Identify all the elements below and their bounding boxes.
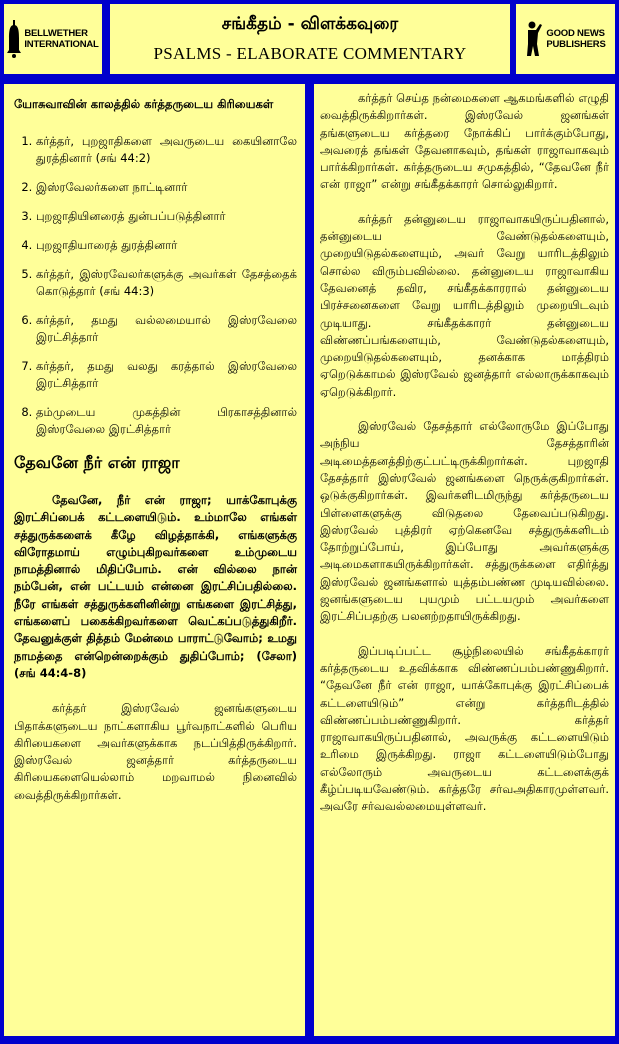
good-news-logo-line1: GOOD NEWS	[546, 28, 605, 39]
right-column	[314, 84, 615, 1036]
bell-icon	[7, 20, 21, 58]
body-paragraph: கர்த்தர் இஸ்ரவேல் ஜனங்களுடைய பிதாக்களுடைய நாட்களாகிய பூர்வநாட்களில் பெரிய கிரியைகளை அவர்களுக்காக நடப்பித்திருக்கிறார். இஸ்ரவேல் ஜனத்தார் கர்த்தருடைய கிரியைகளையெல்லாம் மறவாமல் நினைவில் வைத்திருக்கிறார்கள்.	[14, 701, 297, 802]
good-news-logo-line2: PUBLISHERS	[546, 39, 606, 50]
bellwether-logo-line2: INTERNATIONAL	[24, 39, 99, 50]
body-paragraph: இஸ்ரவேல் தேசத்தார் எல்லோருமே இப்போது அந்நிய தேசத்தாரின் அடிமைத்தனத்திற்குட்பட்டிருக்கிறார்கள். புறஜாதி தேசத்தார் இஸ்ரவேல் ஜனங்களை நெருக்குகிறார்கள். ஒடுக்குகிறார்கள். இவர்களிடமிருந்து கர்த்தருடைய பிள்ளைகளுக்கு விடுதலை தேவைப்படுகிறது. இஸ்ரவேல் புத்திரர் ஏற்கெனவே சத்துருக்களிடம் தோற்றுப்போய், இப்போது அவர்களுக்கு அடிமைகளாகயிருக்கிறார்கள். சத்துருக்களை எதிர்த்து இஸ்ரவேல் ஜனங்களால் யுத்தம்பண்ண முடியவில்லை. ஜனங்களுடைய புயமும் பட்டயமும் அவர்களை இரட்சிப்பதற்கு பலனற்றதாயிருக்கிறது.	[320, 419, 609, 624]
page-title-tamil: சங்கீதம் - விளக்கவுரை	[221, 14, 399, 34]
scripture-quote: தேவனே, நீர் என் ராஜா; யாக்கோபுக்கு இரட்சிப்பைக் கட்டளையிடும். உம்மாலே எங்கள் சத்துருக்களைக் கீழே விழத்தாக்கி, எங்களுக்கு விரோதமாய் எழும்புகிறவர்களை உம்முடைய நாமத்தினால் மிதிப்போம். என் வில்லை நான் நம்பேன், என் பட்டயம் என்னை இரட்சிப்பதில்லை. நீரே எங்கள் சத்துருக்களினின்று எங்களை இரட்சித்து, எங்களைப் பகைக்கிறவர்களை வெட்கப்படுத்துகிறீர். தேவனுக்குள் தித்தம் மேன்மை பாராட்டுவோம்; உமது நாமத்தை என்றென்றைக்கும் துதிப்போம்; (சேலா) (சங் 44:4-8)	[14, 493, 297, 680]
list-item: 2. இஸ்ரவேலர்களை நாட்டினார்	[36, 179, 297, 196]
bellwether-logo	[4, 4, 102, 74]
left-column	[4, 84, 305, 1036]
frame-header-left-divider	[102, 0, 110, 80]
good-news-logo	[516, 4, 615, 74]
page-title-english: PSALMS - ELABORATE COMMENTARY	[153, 44, 467, 63]
list-item: 4. புறஜாதியாரைத் துரத்தினார்	[36, 237, 297, 254]
section-heading-joshua-works: யோசுவாவின் காலத்தில் கர்த்தருடைய கிரியைகள்	[14, 97, 274, 111]
body-paragraph: கர்த்தர் செய்த நன்மைகளை ஆகமங்களில் எழுதி வைத்திருக்கிறார்கள். இஸ்ரவேல் ஜனங்கள் தங்களுடைய கர்த்தரை நோக்கிப் பார்க்கும்போது, அவரைத் தங்கள் தேவனாகவும், தங்கள் ராஜாவாகவும் பார்க்கிறார்கள். கர்த்தருடைய சமுகத்தில், “தேவனே நீர் என் ராஜா” என்று சங்கீதக்காரர் சொல்லுகிறார்.	[320, 91, 609, 192]
body-paragraph: இப்படிப்பட்ட சூழ்நிலையில் சங்கீதக்காரர் கர்த்தருடைய உதவிக்காக விண்ணப்பம்பண்ணுகிறார். “தேவனே நீர் என் ராஜா, யாக்கோபுக்கு இரட்சிப்பைக் கட்டளையிடும்” என்று கர்த்தரிடத்தில் விண்ணப்பம்பண்ணுகிறார். கர்த்தர் ராஜாவாகயிருப்பதினால், அவருக்கு கட்டளையிடும் உரிமை இருக்கிறது. ராஜா கட்டளையிடும்போது எல்லோரும் அவருடைய கட்டளைக்குக் கீழ்ப்படியவேண்டும். கர்த்தரே சர்வஅதிகாரமுள்ளவர். அவரே சர்வவல்லமையுள்ளவர்.	[320, 643, 609, 814]
list-item: 1. கர்த்தர், புறஜாதிகளை அவருடைய கையினாலே துரத்தினார் (சங் 44:2)	[36, 133, 297, 167]
body-paragraph: கர்த்தர் தன்னுடைய ராஜாவாகயிருப்பதினால், தன்னுடைய வேண்டுதல்களையும், முறையிடுதல்களையும், அவர் வேறு யாரிடத்திலும் சொல்ல விரும்பவில்லை. தன்னுடைய ராஜாவாகிய தேவனைத் தவிர, சங்கீதக்காரரால் தன்னுடைய பிரச்சனைகளை வேறு யாரிடத்திலும் முறையிடவும் முடியாது. சங்கீதக்காரர் தன்னுடைய விண்ணப்பங்களையும், வேண்டுதல்களையும், முறையிடுதல்களையும், தனக்காக மாத்திரம் ஏறெடுக்காமல் இஸ்ரவேல் ஜனத்தார் எல்லாருக்காகவும் ஏறெடுக்கிறார்.	[320, 211, 609, 399]
list-item: 7. கர்த்தர், தமது வலது கரத்தால் இஸ்ரவேலை இரட்சித்தார்	[36, 358, 297, 392]
preacher-icon	[525, 20, 543, 58]
list-item: 6. கர்த்தர், தமது வல்லமையால் இஸ்ரவேலை இரட்சித்தார்	[36, 312, 297, 346]
list-item: 3. புறஜாதியினரைத் துன்பப்படுத்தினார்	[36, 208, 297, 225]
frame-right	[615, 0, 619, 1044]
frame-column-divider	[305, 80, 314, 1040]
acts-list	[14, 133, 297, 438]
section-heading-king: தேவனே நீர் என் ராஜா	[14, 453, 180, 472]
bellwether-logo-line1: BELLWETHER	[24, 28, 88, 39]
list-item: 5. கர்த்தர், இஸ்ரவேலர்களுக்கு அவர்கள் தேசத்தைக் கொடுத்தார் (சங் 44:3)	[36, 266, 297, 300]
header-title	[110, 4, 510, 74]
list-item: 8. தம்முடைய முகத்தின் பிரகாசத்தினால் இஸ்ரவேலை இரட்சித்தார்	[36, 404, 297, 438]
